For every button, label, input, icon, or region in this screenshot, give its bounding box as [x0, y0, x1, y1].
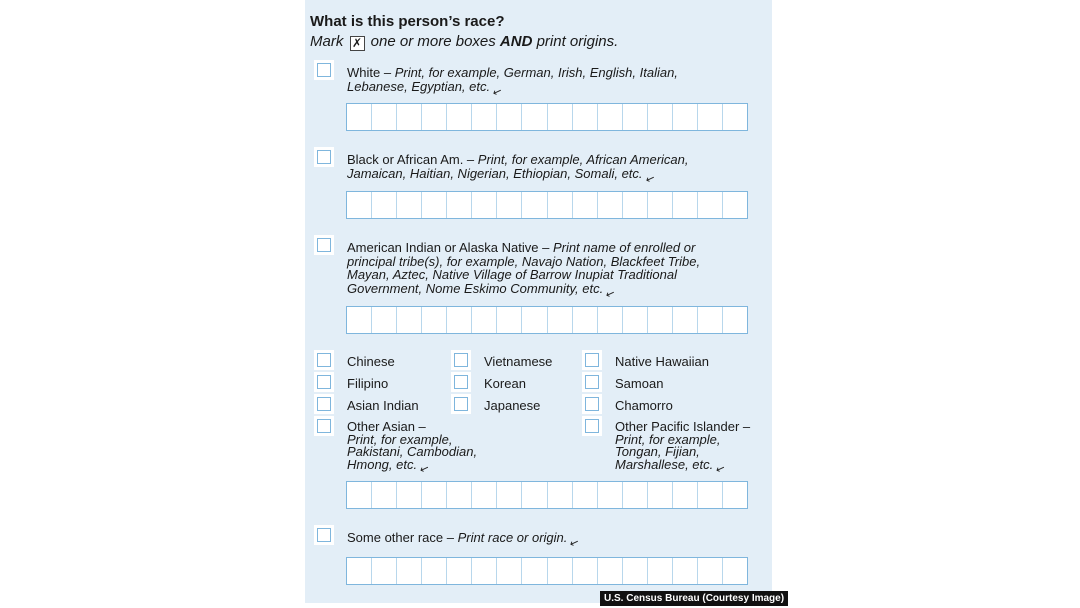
write-in-cell[interactable] — [548, 558, 573, 584]
arrow-icon: ↗ — [643, 170, 657, 186]
write-in-cell[interactable] — [397, 307, 422, 333]
write-in-cell[interactable] — [673, 482, 698, 508]
arrow-icon: ↗ — [568, 535, 582, 550]
white-checkbox[interactable] — [317, 63, 331, 77]
chinese-label: Chinese — [347, 354, 395, 369]
write-in-cell[interactable] — [598, 307, 623, 333]
write-in-cell[interactable] — [623, 192, 648, 218]
asian-pi-write-in-field[interactable] — [346, 481, 748, 509]
write-in-cell[interactable] — [623, 482, 648, 508]
asian-indian-checkbox[interactable] — [317, 397, 331, 411]
write-in-cell[interactable] — [522, 558, 547, 584]
question-title: What is this person’s race? — [310, 13, 505, 30]
write-in-cell[interactable] — [648, 482, 673, 508]
samoan-label: Samoan — [615, 376, 664, 391]
mark-example-icon: ✗ — [350, 36, 365, 51]
write-in-cell[interactable] — [548, 482, 573, 508]
write-in-cell[interactable] — [522, 482, 547, 508]
other-asian-checkbox[interactable] — [317, 419, 331, 433]
arrow-icon: ↗ — [604, 285, 617, 301]
write-in-cell[interactable] — [573, 307, 598, 333]
write-in-cell[interactable] — [723, 307, 747, 333]
write-in-cell[interactable] — [497, 482, 522, 508]
arrow-icon: ↗ — [418, 460, 432, 476]
write-in-cell[interactable] — [573, 558, 598, 584]
write-in-cell[interactable] — [573, 192, 598, 218]
write-in-cell[interactable] — [698, 558, 723, 584]
aian-checkbox[interactable] — [317, 238, 331, 252]
write-in-cell[interactable] — [472, 482, 497, 508]
write-in-cell[interactable] — [623, 307, 648, 333]
write-in-cell[interactable] — [447, 104, 472, 130]
write-in-cell[interactable] — [548, 104, 573, 130]
write-in-cell[interactable] — [573, 482, 598, 508]
native-hawaiian-checkbox[interactable] — [585, 353, 599, 367]
write-in-cell[interactable] — [598, 192, 623, 218]
write-in-cell[interactable] — [573, 104, 598, 130]
vietnamese-checkbox[interactable] — [454, 353, 468, 367]
write-in-cell[interactable] — [698, 307, 723, 333]
other-race-label: Some other race – Print race or origin.↗ — [347, 530, 582, 550]
write-in-cell[interactable] — [447, 558, 472, 584]
write-in-cell[interactable] — [472, 558, 497, 584]
write-in-cell[interactable] — [347, 558, 372, 584]
chamorro-label: Chamorro — [615, 398, 673, 413]
write-in-cell[interactable] — [347, 192, 372, 218]
write-in-cell[interactable] — [673, 192, 698, 218]
write-in-cell[interactable] — [673, 558, 698, 584]
write-in-cell[interactable] — [372, 558, 397, 584]
black-write-in-field[interactable] — [346, 191, 748, 219]
write-in-cell[interactable] — [372, 482, 397, 508]
write-in-cell[interactable] — [598, 104, 623, 130]
write-in-cell[interactable] — [397, 104, 422, 130]
write-in-cell[interactable] — [347, 482, 372, 508]
aian-write-in-field[interactable] — [346, 306, 748, 334]
write-in-cell[interactable] — [472, 192, 497, 218]
write-in-cell[interactable] — [698, 482, 723, 508]
write-in-cell[interactable] — [648, 307, 673, 333]
write-in-cell[interactable] — [422, 192, 447, 218]
other-race-checkbox[interactable] — [317, 528, 331, 542]
filipino-label: Filipino — [347, 376, 389, 391]
write-in-cell[interactable] — [422, 558, 447, 584]
black-checkbox[interactable] — [317, 150, 331, 164]
other-pacific-islander-label: Other Pacific Islander – Print, for example, Tongan, Fijian, Marshallese, etc.↗ — [615, 419, 751, 476]
arrow-icon: ↗ — [491, 83, 504, 99]
write-in-cell[interactable] — [347, 307, 372, 333]
write-in-cell[interactable] — [497, 104, 522, 130]
native-hawaiian-label: Native Hawaiian — [615, 354, 709, 369]
korean-checkbox[interactable] — [454, 375, 468, 389]
write-in-cell[interactable] — [598, 482, 623, 508]
write-in-cell[interactable] — [447, 307, 472, 333]
asian-indian-label: Asian Indian — [347, 398, 419, 413]
write-in-cell[interactable] — [522, 192, 547, 218]
write-in-cell[interactable] — [698, 192, 723, 218]
write-in-cell[interactable] — [372, 104, 397, 130]
write-in-cell[interactable] — [422, 482, 447, 508]
write-in-cell[interactable] — [648, 558, 673, 584]
write-in-cell[interactable] — [397, 558, 422, 584]
write-in-cell[interactable] — [497, 307, 522, 333]
chinese-checkbox[interactable] — [317, 353, 331, 367]
arrow-icon: ↗ — [714, 460, 728, 476]
write-in-cell[interactable] — [497, 192, 522, 218]
write-in-cell[interactable] — [447, 482, 472, 508]
write-in-cell[interactable] — [723, 104, 747, 130]
filipino-checkbox[interactable] — [317, 375, 331, 389]
write-in-cell[interactable] — [522, 307, 547, 333]
black-label: Black or African Am. – Print, for example, African American, Jamaican, Haitian, Nigerian, Ethiopian, Somali, etc.↗ — [347, 152, 689, 186]
other-race-write-in-field[interactable] — [346, 557, 748, 585]
write-in-cell[interactable] — [422, 307, 447, 333]
write-in-cell[interactable] — [397, 482, 422, 508]
write-in-cell[interactable] — [648, 192, 673, 218]
write-in-cell[interactable] — [548, 307, 573, 333]
aian-label: American Indian or Alaska Native – Print name of enrolled or principal tribe(s), for example, Navajo Nation, Blackfeet Tribe, Mayan, Aztec, Native Village of Barrow Inupiat Traditional Government, Nome Eskimo Community, etc.↗ — [347, 240, 701, 301]
vietnamese-label: Vietnamese — [484, 354, 553, 369]
write-in-cell[interactable] — [347, 104, 372, 130]
chamorro-checkbox[interactable] — [585, 397, 599, 411]
question-instruction: Mark ✗ one or more boxes AND print origins. — [310, 33, 619, 50]
other-asian-label: Other Asian – Print, for example, Pakistani, Cambodian, Hmong, etc.↗ — [347, 419, 478, 476]
write-in-cell[interactable] — [497, 558, 522, 584]
other-pacific-islander-checkbox[interactable] — [585, 419, 599, 433]
race-question-form — [305, 0, 772, 603]
write-in-cell[interactable] — [522, 104, 547, 130]
write-in-cell[interactable] — [397, 192, 422, 218]
write-in-cell[interactable] — [372, 307, 397, 333]
write-in-cell[interactable] — [598, 558, 623, 584]
write-in-cell[interactable] — [447, 192, 472, 218]
korean-label: Korean — [484, 376, 526, 391]
image-credit: U.S. Census Bureau (Courtesy Image) — [600, 591, 788, 606]
write-in-cell[interactable] — [673, 104, 698, 130]
write-in-cell[interactable] — [472, 307, 497, 333]
write-in-cell[interactable] — [372, 192, 397, 218]
japanese-label: Japanese — [484, 398, 541, 413]
write-in-cell[interactable] — [548, 192, 573, 218]
write-in-cell[interactable] — [723, 192, 747, 218]
japanese-checkbox[interactable] — [454, 397, 468, 411]
write-in-cell[interactable] — [648, 104, 673, 130]
write-in-cell[interactable] — [698, 104, 723, 130]
write-in-cell[interactable] — [623, 104, 648, 130]
write-in-cell[interactable] — [422, 104, 447, 130]
samoan-checkbox[interactable] — [585, 375, 599, 389]
write-in-cell[interactable] — [723, 482, 747, 508]
white-write-in-field[interactable] — [346, 103, 748, 131]
white-label: White – Print, for example, German, Irish, English, Italian, Lebanese, Egyptian, etc.↗ — [347, 65, 678, 99]
write-in-cell[interactable] — [472, 104, 497, 130]
write-in-cell[interactable] — [623, 558, 648, 584]
write-in-cell[interactable] — [723, 558, 747, 584]
write-in-cell[interactable] — [673, 307, 698, 333]
